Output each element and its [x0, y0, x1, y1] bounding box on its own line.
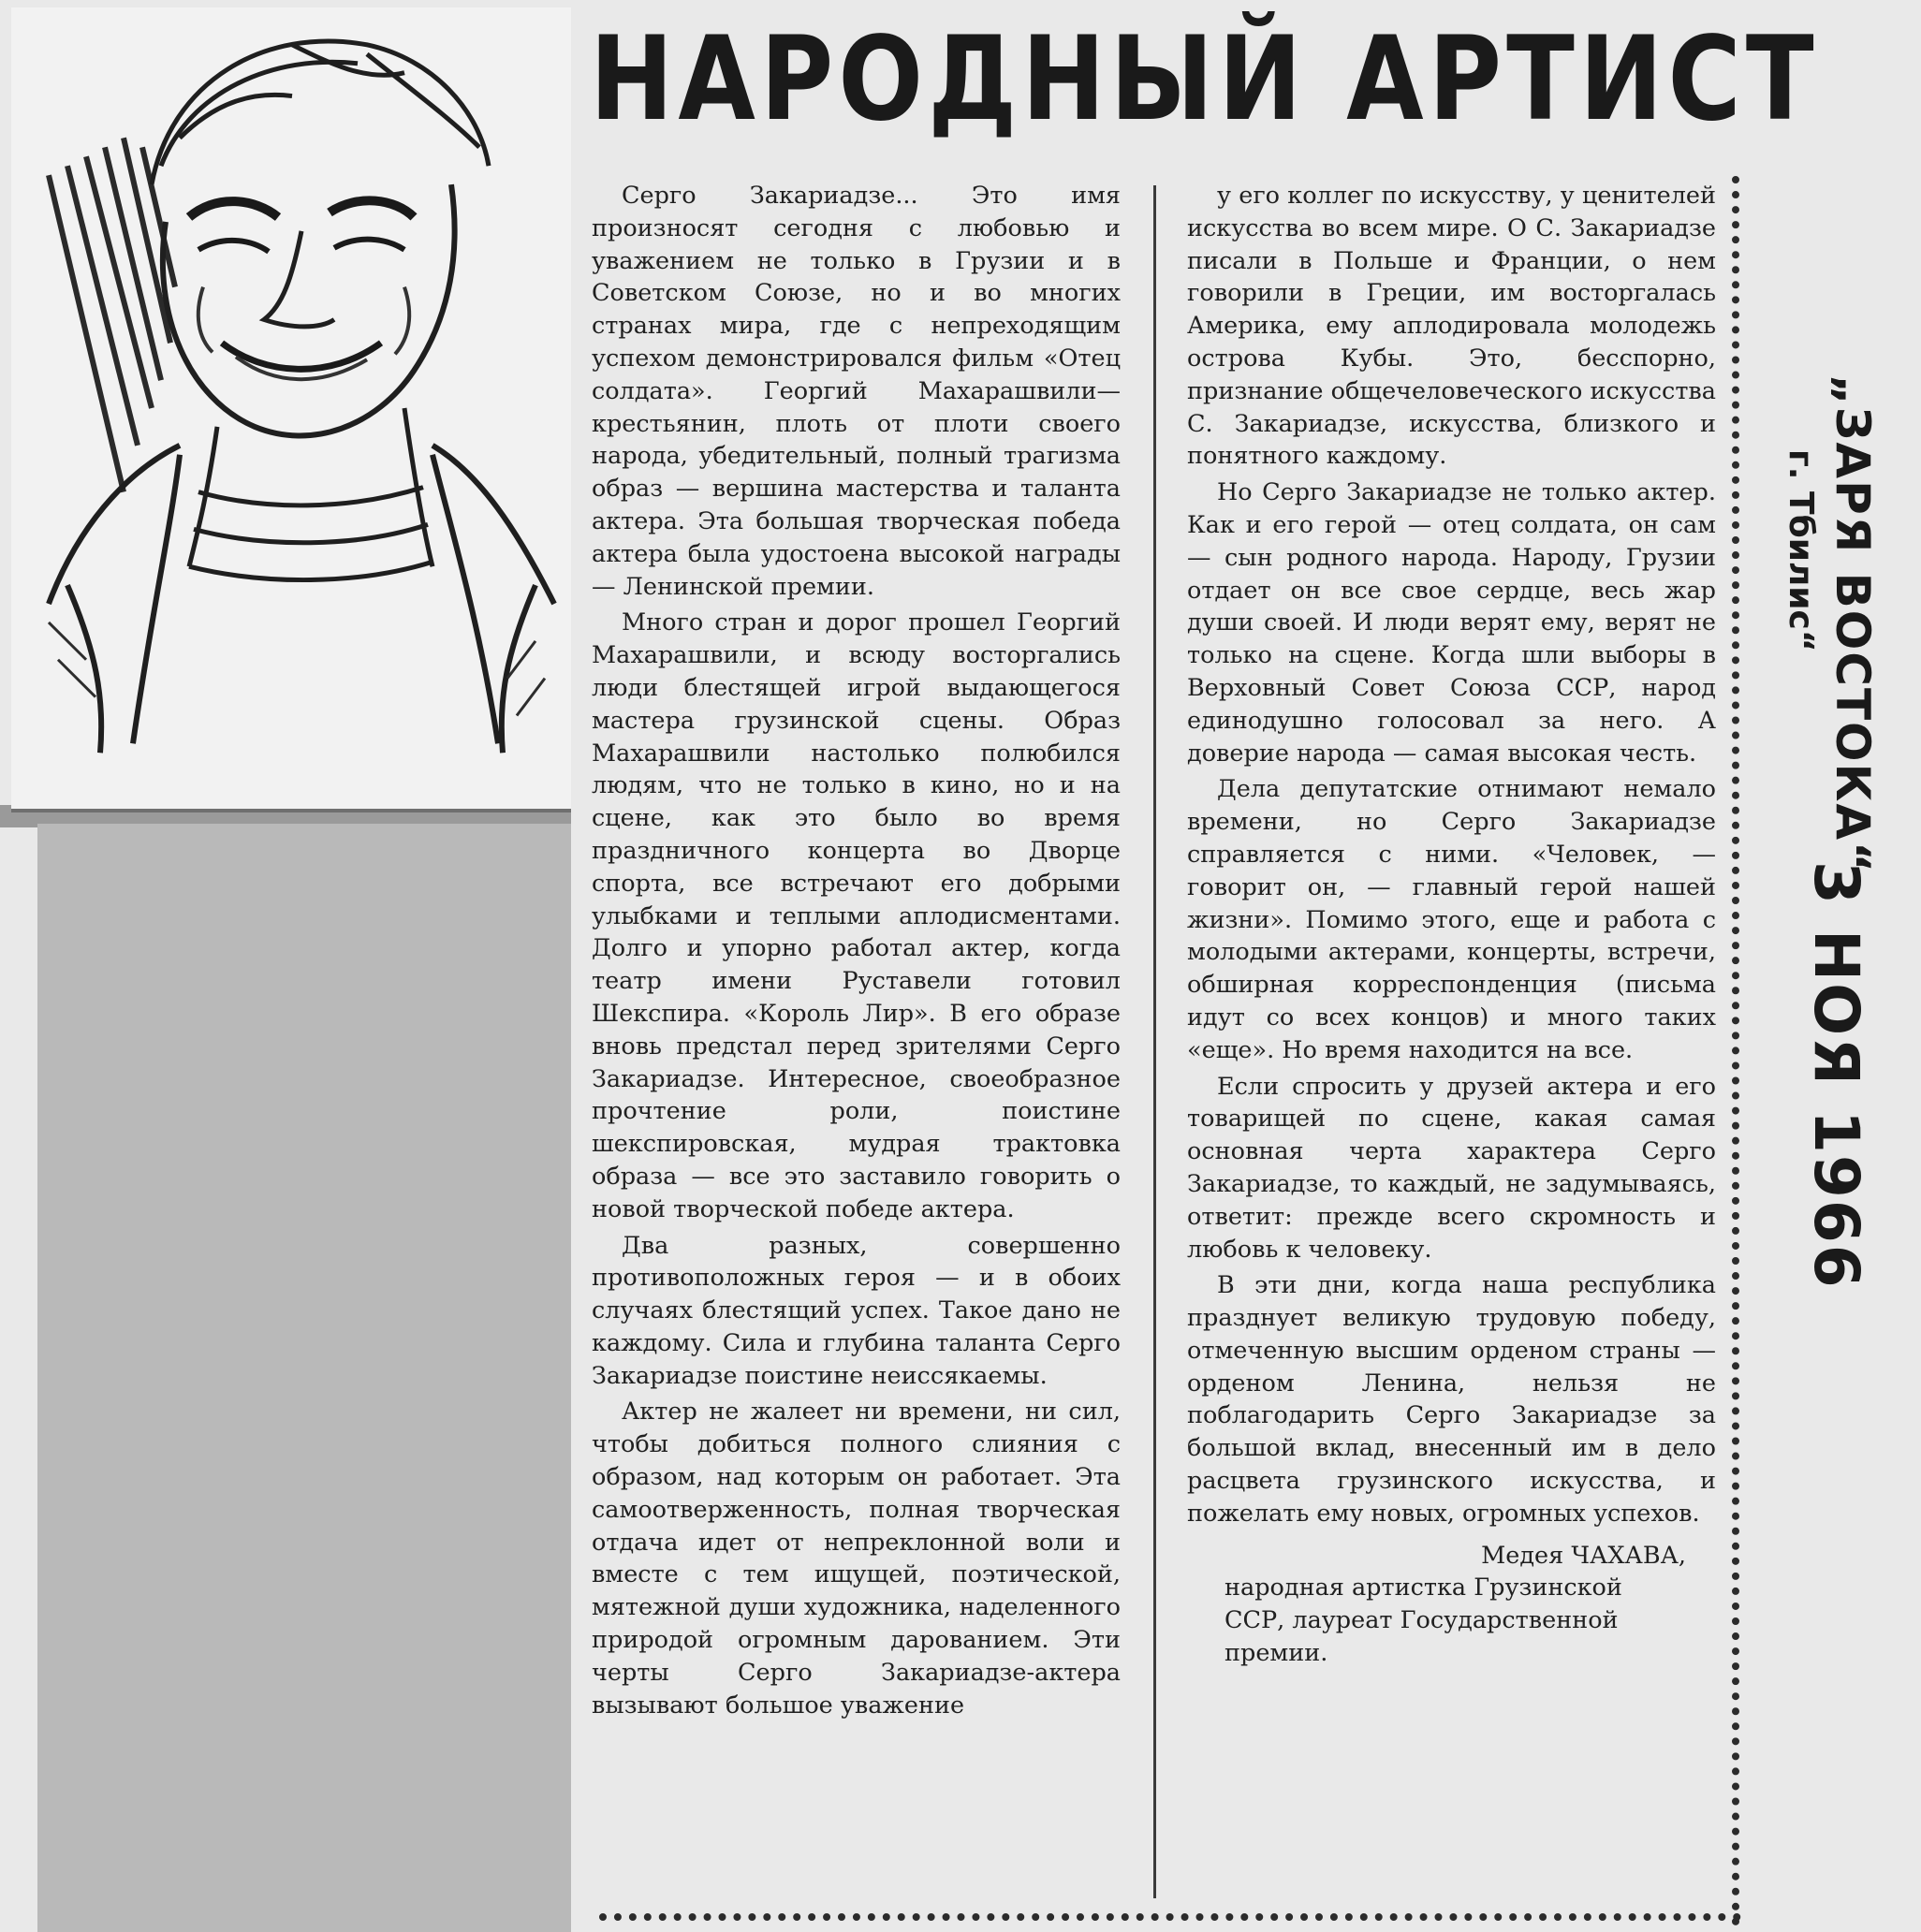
portrait-illustration	[11, 7, 571, 812]
article-column-left	[592, 180, 1121, 1725]
stamp-city: г. Тбилис“	[1782, 449, 1820, 652]
stamp-newspaper: „ЗАРЯ ВОСТОКА“	[1826, 374, 1880, 874]
paragraph: Дела депутатские отнимают немало времени, но Серго Закариадзе справляется с ними. «Человек, — говорит он, — главный герой нашей жизни». Помимо этого, еще и работа с молодыми актерами, концерты, встречи, обширная корреспонденция (письма идут со всех концов) и много таких «еще». Но время находится на все.	[1187, 775, 1716, 1064]
paragraph: В эти дни, когда наша республика празднует великую трудовую победу, отмеченную высшим орденом страны — орденом Ленина, нельзя не поблагодарить Серго Закариадзе за большой вклад, внесенный им в дело расцвета грузинского искусства, и пожелать ему новых, огромных успехов.	[1187, 1271, 1716, 1528]
author-name: Медея ЧАХАВА,	[1481, 1541, 1686, 1570]
paragraph: Много стран и дорог прошел Георгий Махарашвили, и всюду восторгались люди блестящей игрой выдающегося мастера грузинской сцены. Образ Махарашвили настолько полюбился людям, что не только в кино, но и на сцене, как это было во время праздничного концерта во Дворце спорта, все встречают его добрыми улыбками и теплыми аплодисментами. Долго и упорно работал актер, когда театр имени Руставели готовил Шекспира. «Король Лир». В его образе вновь предстал перед зрителями Серго Закариадзе. Интересное, своеобразное прочтение роли, поистине шекспировская, мудрая трактовка образа — все это заставило говорить о новой творческой победе актера.	[592, 608, 1121, 1223]
source-stamp	[1760, 374, 1910, 1610]
paragraph: Но Серго Закариадзе не только актер. Как и его герой — отец солдата, он сам — сын родного народа. Народу, Грузии отдает он все свое сердце, весь жар души своей. И люди верят ему, верят не только на сцене. Когда шли выборы в Верховный Совет Союза ССР, народ единодушно голосовал за него. А доверие народа — самая высокая честь.	[1187, 478, 1716, 768]
mount-board	[37, 824, 571, 1932]
author-title: народная артистка Грузинской ССР, лауреат Государственной премии.	[1224, 1573, 1622, 1668]
article-headline: НАРОДНЫЙ АРТИСТ	[590, 12, 1819, 147]
portrait-drawing	[11, 7, 571, 809]
article-frame-bottom	[599, 1913, 1741, 1921]
stamp-date: 3 НОЯ 1966	[1800, 861, 1872, 1290]
paragraph: Если спросить у друзей актера и его товарищей по сцене, какая самая основная черта характера Серго Закариадзе, то каждый, не задумываясь, ответит: прежде всего скромность и любовь к человеку.	[1187, 1072, 1716, 1264]
paragraph: у его коллег по искусству, у ценителей искусства во всем мире. О С. Закариадзе писали в Польше и Франции, о нем говорили в Греции, им восторгалась Америка, ему аплодировала молодежь острова Кубы. Это, бесспорно, признание общечеловеческого искусства С. Закариадзе, искусства, близкого и понятного каждому.	[1187, 182, 1716, 471]
paragraph: Серго Закариадзе... Это имя произносят сегодня с любовью и уважением не только в Грузии и в Советском Союзе, но и во многих странах мира, где с непреходящим успехом демонстрировался фильм «Отец солдата». Георгий Махарашвили—крестьянин, плоть от плоти своего народа, убедительный, полный трагизма образ — вершина мастерства и таланта актера. Эта большая творческая победа актера была удостоена высокой награды — Ленинской премии.	[592, 182, 1121, 601]
author-signature	[1187, 1540, 1716, 1670]
paragraph: Актер не жалеет ни времени, ни сил, чтобы добиться полного слияния с образом, над которым он работает. Эта самоотверженность, полная творческая отдача идет от непреклонной воли и вместе с тем ищущей, поэтической, мятежной души художника, наделенного природой огромным дарованием. Эти черты Серго Закариадзе-актера вызывают большое уважение	[592, 1398, 1121, 1720]
column-divider	[1153, 185, 1156, 1898]
article-frame-right	[1732, 176, 1739, 1926]
paragraph: Два разных, совершенно противоположных героя — и в обоих случаях блестящий успех. Такое дано не каждому. Сила и глубина таланта Серго Закариадзе поистине неиссякаемы.	[592, 1231, 1121, 1390]
article-column-right	[1187, 180, 1716, 1670]
